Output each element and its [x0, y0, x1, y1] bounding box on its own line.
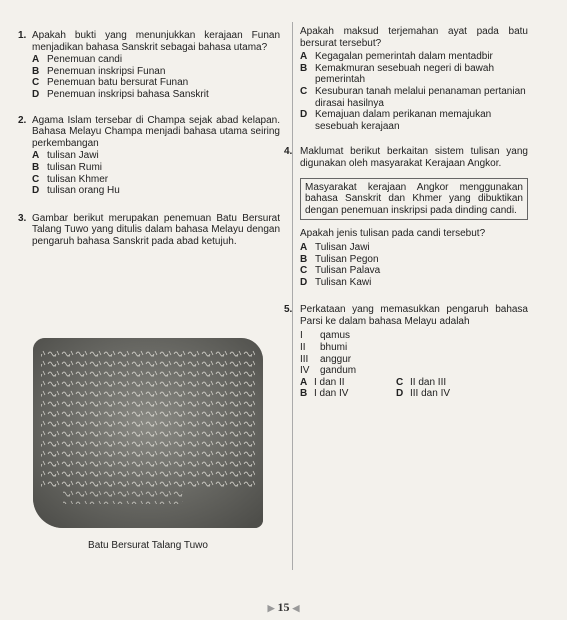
options-list — [300, 242, 528, 288]
option-a: A Penemuan candi — [32, 54, 123, 66]
question-stem: Agama Islam tersebar di Champa sejak abad kelapan. Bahasa Melayu Champa menjadi bahasa utama seiring perkembangan — [32, 114, 280, 149]
option-a: A Kegagalan pemerintah dalam mentadbir — [300, 51, 493, 63]
question-number: 1. — [18, 30, 27, 41]
page-number: 15 — [277, 600, 290, 614]
option-a: A Tulisan Jawi — [300, 241, 370, 253]
option-d: D III dan IV — [396, 388, 451, 400]
answer-options — [300, 377, 528, 400]
option-b: B Penemuan inskripsi Funan — [32, 65, 166, 77]
batu-bersurat-image — [33, 338, 263, 528]
question-stem: Apakah bukti yang menunjukkan kerajaan Funan menjadikan bahasa Sanskrit sebagai bahasa utama? — [32, 30, 280, 53]
option-d: D Penemuan inskripsi bahasa Sanskrit — [32, 88, 209, 100]
option-b: B Tulisan Pegon — [300, 253, 379, 265]
option-b: B tulisan Rumi — [32, 161, 103, 173]
column-divider — [292, 22, 293, 570]
left-column — [18, 30, 280, 248]
question-2 — [18, 115, 280, 197]
roman-items — [300, 330, 528, 376]
item-iv: IV gandum — [300, 365, 357, 377]
question-3 — [18, 213, 280, 248]
inscription-texture — [33, 338, 263, 528]
item-ii: II bhumi — [300, 342, 348, 354]
question-number: 5. — [284, 304, 293, 316]
option-c: C tulisan Khmer — [32, 173, 109, 185]
image-caption: Batu Bersurat Talang Tuwo — [88, 540, 208, 551]
question-1 — [18, 30, 280, 101]
options-list — [18, 54, 280, 100]
info-box: Masyarakat kerajaan Angkor menggunakan bahasa Sanskrit dan Khmer yang dibuktikan dengan penemuan inskripsi pada dinding candi. — [300, 178, 528, 221]
options-list — [18, 150, 280, 196]
item-iii: III anggur — [300, 353, 352, 365]
question-3-continued — [300, 26, 528, 132]
option-b: B Kemakmuran sesebuah negeri di bawah pemerintah — [300, 62, 494, 86]
options-list — [300, 51, 528, 132]
question-number: 2. — [18, 114, 27, 126]
question-number: 4. — [284, 146, 293, 158]
option-c: C Penemuan batu bersurat Funan — [32, 77, 189, 89]
question-stem: Perkataan yang memasukkan pengaruh bahasa Parsi ke dalam bahasa Melayu adalah — [300, 304, 528, 327]
question-stem: Apakah maksud terjemahan ayat pada batu bersurat tersebut? — [300, 26, 528, 49]
option-d: D Tulisan Kawi — [300, 276, 372, 288]
option-d: D Kemajuan dalam perikanan memajukan sesebuah kerajaan — [300, 109, 492, 132]
page-number-row — [0, 600, 567, 615]
question-stem: Gambar berikut merupakan penemuan Batu Bersurat Talang Tuwo yang ditulis dalam bahasa Melayu dengan pengaruh bahasa Sanskrit pada abad ketujuh. — [32, 212, 280, 247]
item-i: I qamus — [300, 330, 351, 342]
option-b: B I dan IV — [300, 388, 349, 400]
option-a: A I dan II — [300, 376, 345, 388]
option-d: D tulisan orang Hu — [32, 185, 120, 197]
right-column — [284, 26, 528, 400]
question-4 — [284, 146, 528, 288]
option-c: C Tulisan Palava — [300, 265, 381, 277]
question-number: 3. — [18, 212, 27, 224]
question-stem: Maklumat berikut berkaitan sistem tulisan yang digunakan oleh masyarakat Kerajaan Angkor. — [300, 146, 528, 169]
question-prompt: Apakah jenis tulisan pada candi tersebut? — [300, 228, 486, 240]
option-c: C II dan III — [396, 376, 447, 388]
question-5 — [284, 304, 528, 400]
arrow-right-icon: ▶ — [267, 603, 275, 613]
arrow-left-icon: ◀ — [292, 603, 300, 613]
option-a: A tulisan Jawi — [32, 150, 99, 162]
option-c: C Kesuburan tanah melalui penanaman pertanian dirasai hasilnya — [300, 85, 526, 109]
